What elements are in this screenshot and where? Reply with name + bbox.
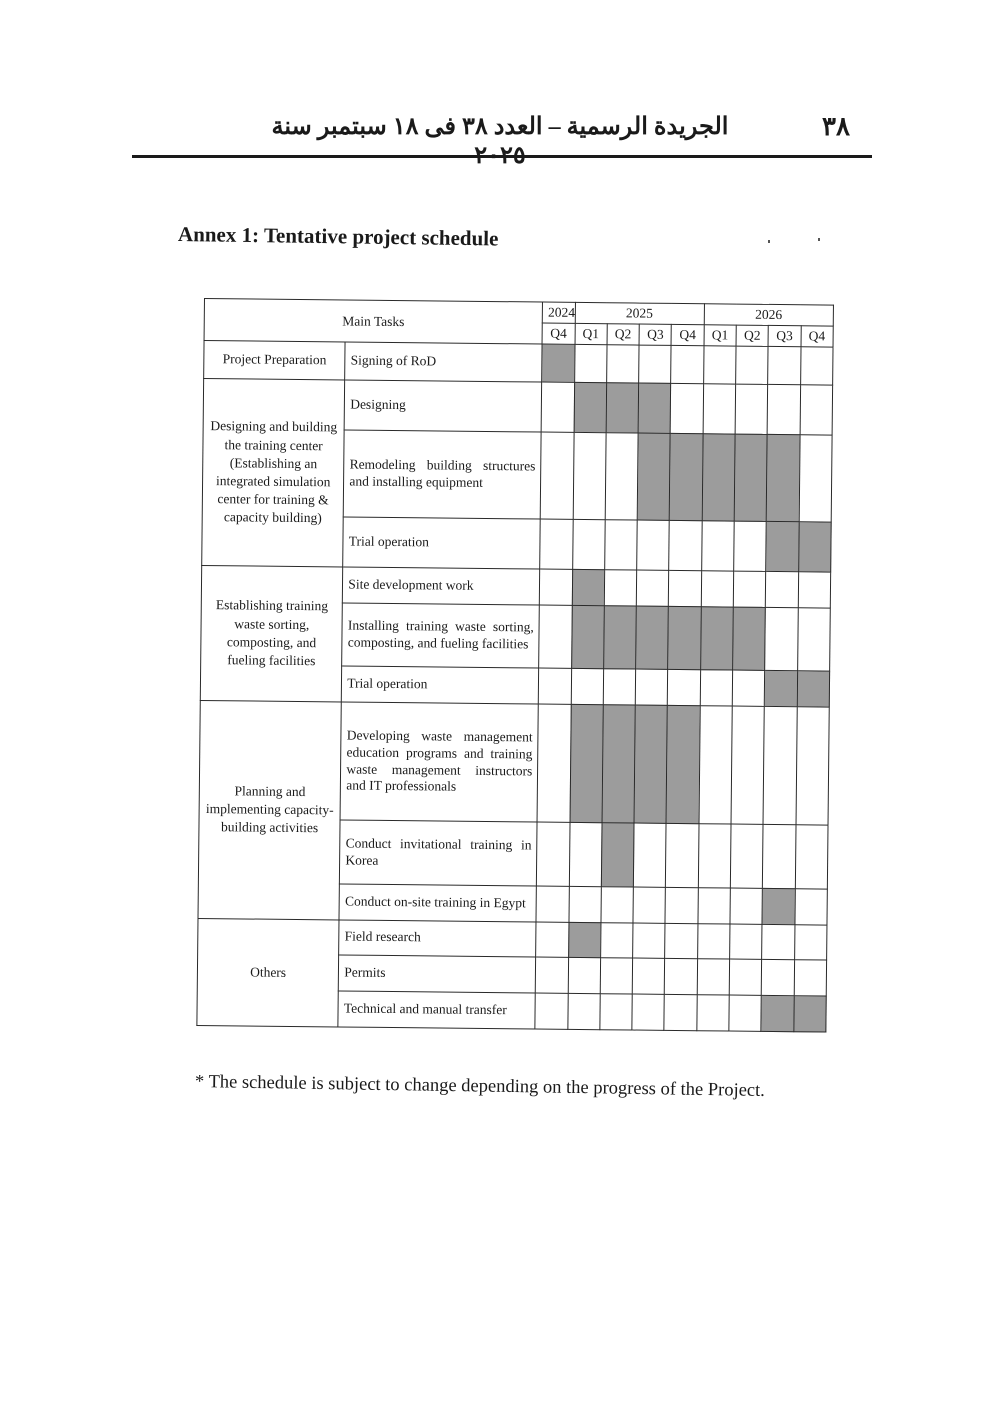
- schedule-empty-cell: [698, 887, 731, 923]
- schedule-bar-cell: [700, 606, 733, 670]
- table-row: [203, 378, 832, 434]
- schedule-empty-cell: [635, 669, 668, 705]
- schedule-empty-cell: [699, 706, 733, 825]
- schedule-bar-cell: [702, 433, 735, 521]
- schedule-empty-cell: [569, 886, 602, 922]
- schedule-empty-cell: [540, 519, 573, 569]
- schedule-bar-cell: [765, 670, 798, 706]
- schedule-empty-cell: [700, 670, 733, 706]
- schedule-empty-cell: [763, 706, 797, 825]
- schedule-bar-cell: [634, 705, 668, 824]
- schedule-empty-cell: [732, 670, 765, 706]
- schedule-bar-cell: [798, 522, 831, 572]
- header-rule: [132, 155, 872, 158]
- main-tasks-header: Main Tasks: [204, 299, 543, 345]
- schedule-empty-cell: [606, 345, 639, 383]
- schedule-empty-cell: [763, 825, 796, 889]
- schedule-empty-cell: [539, 605, 572, 669]
- task-label: Installing training waste sorting, composting, and fueling facilities: [342, 603, 540, 668]
- schedule-empty-cell: [574, 344, 607, 382]
- schedule-empty-cell: [571, 668, 604, 704]
- year-header-2025: 2025: [575, 302, 704, 324]
- schedule-bar-cell: [761, 995, 794, 1031]
- task-label: Trial operation: [342, 666, 539, 704]
- schedule-bar-cell: [793, 996, 826, 1032]
- table-row: [201, 565, 830, 607]
- schedule-empty-cell: [601, 886, 634, 922]
- schedule-bar-cell: [668, 606, 701, 670]
- quarter-header: Q2: [607, 324, 640, 345]
- quarter-header: Q4: [671, 324, 704, 345]
- schedule-empty-cell: [535, 957, 568, 993]
- schedule-empty-cell: [701, 571, 734, 607]
- schedule-empty-cell: [632, 994, 665, 1030]
- schedule-empty-cell: [703, 384, 736, 434]
- schedule-bar-cell: [636, 606, 669, 670]
- schedule-empty-cell: [666, 824, 699, 888]
- schedule-empty-cell: [537, 822, 570, 886]
- schedule-empty-cell: [697, 995, 730, 1031]
- schedule-empty-cell: [736, 346, 769, 384]
- schedule-empty-cell: [600, 958, 633, 994]
- quarter-header: Q3: [639, 324, 672, 345]
- schedule-empty-cell: [795, 889, 828, 925]
- schedule-empty-cell: [796, 707, 830, 826]
- page-number: ٣٨: [822, 112, 850, 141]
- table-row: [199, 700, 829, 825]
- task-group-label: Planning and implementing capacity-building activities: [198, 700, 342, 919]
- schedule-empty-cell: [573, 432, 606, 520]
- task-label: Technical and manual transfer: [338, 991, 535, 1029]
- schedule-empty-cell: [703, 346, 736, 384]
- schedule-empty-cell: [536, 886, 569, 922]
- schedule-bar-cell: [638, 383, 671, 433]
- schedule-empty-cell: [540, 432, 573, 520]
- schedule-empty-cell: [735, 384, 768, 434]
- schedule-bar-cell: [606, 383, 639, 433]
- schedule-empty-cell: [637, 520, 670, 570]
- quarter-header: Q3: [768, 325, 801, 346]
- year-header-row: [204, 299, 833, 327]
- schedule-empty-cell: [632, 958, 665, 994]
- schedule-empty-cell: [664, 994, 697, 1030]
- task-label: Signing of RoD: [345, 342, 542, 382]
- schedule-bar-cell: [603, 605, 636, 669]
- schedule-bar-cell: [797, 671, 830, 707]
- task-group-label: Establishing training waste sorting, composting, and fueling facilities: [200, 565, 343, 701]
- schedule-empty-cell: [603, 669, 636, 705]
- schedule-table-wrapper: [196, 298, 834, 1033]
- schedule-empty-cell: [665, 959, 698, 995]
- schedule-empty-cell: [665, 923, 698, 959]
- schedule-empty-cell: [636, 570, 669, 606]
- scan-speck: [818, 238, 820, 241]
- schedule-empty-cell: [697, 923, 730, 959]
- schedule-bar-cell: [571, 605, 604, 669]
- schedule-bar-cell: [601, 823, 634, 887]
- schedule-empty-cell: [537, 704, 571, 823]
- schedule-empty-cell: [600, 922, 633, 958]
- schedule-empty-cell: [572, 520, 605, 570]
- scan-speck: [768, 240, 770, 243]
- schedule-empty-cell: [795, 825, 828, 889]
- schedule-bar-cell: [733, 607, 766, 671]
- schedule-empty-cell: [604, 570, 637, 606]
- schedule-empty-cell: [734, 521, 767, 571]
- schedule-empty-cell: [797, 607, 830, 671]
- schedule-bar-cell: [670, 433, 703, 521]
- schedule-bar-cell: [570, 704, 604, 823]
- task-label: Developing waste management education programs and training waste management instructors and IT professionals: [340, 702, 538, 823]
- schedule-empty-cell: [729, 959, 762, 995]
- schedule-bar-cell: [637, 433, 670, 521]
- quarter-header: Q4: [801, 326, 834, 347]
- quarter-header: Q4: [542, 323, 575, 344]
- schedule-empty-cell: [729, 995, 762, 1031]
- task-label: Conduct on-site training in Egypt: [339, 884, 536, 922]
- schedule-empty-cell: [799, 434, 832, 522]
- task-group-label: Designing and building the training center (Establishing an integrated simulation center for training & capacity building): [202, 378, 345, 566]
- schedule-empty-cell: [633, 823, 666, 887]
- schedule-empty-cell: [730, 888, 763, 924]
- schedule-empty-cell: [731, 706, 765, 825]
- schedule-empty-cell: [701, 521, 734, 571]
- schedule-bar-cell: [762, 888, 795, 924]
- schedule-empty-cell: [605, 432, 638, 520]
- schedule-empty-cell: [768, 346, 801, 384]
- schedule-empty-cell: [794, 960, 827, 996]
- schedule-empty-cell: [697, 959, 730, 995]
- schedule-bar-cell: [766, 434, 799, 522]
- task-label: Field research: [339, 919, 536, 957]
- schedule-empty-cell: [668, 669, 701, 705]
- quarter-header: Q2: [736, 325, 769, 346]
- year-header-2026: 2026: [704, 304, 834, 326]
- schedule-empty-cell: [669, 570, 702, 606]
- schedule-empty-cell: [800, 347, 833, 385]
- task-label: Conduct invitational training in Korea: [340, 820, 538, 885]
- schedule-empty-cell: [604, 520, 637, 570]
- quarter-header: Q1: [575, 323, 608, 344]
- schedule-empty-cell: [800, 385, 833, 435]
- schedule-empty-cell: [535, 993, 568, 1029]
- schedule-empty-cell: [536, 922, 569, 958]
- task-label: Permits: [339, 955, 536, 993]
- schedule-empty-cell: [568, 958, 601, 994]
- task-label: Site development work: [343, 567, 540, 605]
- annex-title: Annex 1: Tentative project schedule: [177, 222, 499, 251]
- schedule-empty-cell: [665, 887, 698, 923]
- schedule-empty-cell: [767, 384, 800, 434]
- schedule-empty-cell: [633, 887, 666, 923]
- gazette-header: الجريدة الرسمية – العدد ٣٨ فى ١٨ سبتمبر سنة ٢٠٢٥: [271, 114, 729, 169]
- schedule-bar-cell: [766, 522, 799, 572]
- schedule-empty-cell: [538, 668, 571, 704]
- quarter-header: Q1: [704, 325, 737, 346]
- task-group-label: Others: [197, 918, 339, 1027]
- schedule-bar-cell: [572, 569, 605, 605]
- task-label: Designing: [344, 380, 541, 432]
- schedule-empty-cell: [600, 994, 633, 1030]
- schedule-empty-cell: [540, 569, 573, 605]
- task-label: Trial operation: [343, 517, 540, 569]
- schedule-empty-cell: [762, 960, 795, 996]
- schedule-bar-cell: [542, 344, 575, 382]
- schedule-empty-cell: [765, 607, 798, 671]
- schedule-empty-cell: [766, 571, 799, 607]
- schedule-empty-cell: [567, 993, 600, 1029]
- schedule-bar-cell: [568, 922, 601, 958]
- schedule-empty-cell: [798, 572, 831, 608]
- schedule-bar-cell: [602, 705, 636, 824]
- task-group-label: Project Preparation: [204, 341, 346, 380]
- schedule-empty-cell: [639, 345, 672, 383]
- schedule-empty-cell: [671, 383, 704, 433]
- table-row: [204, 341, 833, 386]
- schedule-empty-cell: [733, 571, 766, 607]
- schedule-footnote: * The schedule is subject to change depending on the progress of the Project.: [194, 1072, 766, 1101]
- schedule-empty-cell: [541, 382, 574, 432]
- schedule-bar-cell: [734, 434, 767, 522]
- schedule-table: [196, 298, 834, 1033]
- schedule-empty-cell: [794, 924, 827, 960]
- schedule-empty-cell: [698, 824, 731, 888]
- schedule-empty-cell: [730, 824, 763, 888]
- table-row: [198, 918, 827, 960]
- schedule-body: [197, 341, 833, 1033]
- schedule-bar-cell: [666, 705, 700, 824]
- schedule-bar-cell: [574, 382, 607, 432]
- schedule-empty-cell: [730, 924, 763, 960]
- schedule-empty-cell: [633, 923, 666, 959]
- task-label: Remodeling building structures and installing equipment: [344, 429, 542, 519]
- schedule-empty-cell: [569, 823, 602, 887]
- year-header-2024: 2024: [542, 302, 575, 323]
- schedule-empty-cell: [671, 345, 704, 383]
- schedule-empty-cell: [669, 521, 702, 571]
- schedule-empty-cell: [762, 924, 795, 960]
